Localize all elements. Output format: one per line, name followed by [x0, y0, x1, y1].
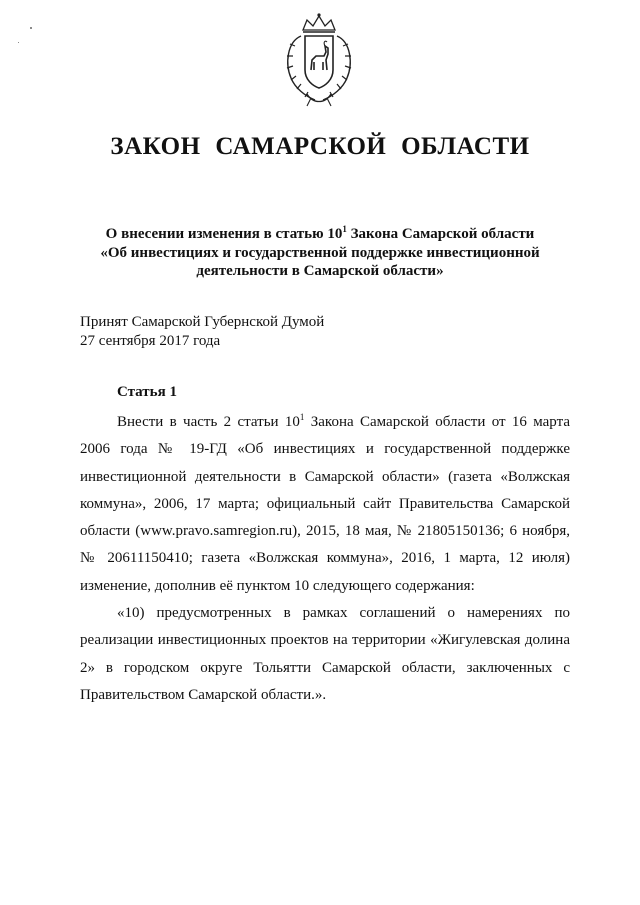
adopted-by: Принят Самарской Губернской Думой — [80, 314, 325, 330]
subject-line-3: деятельности в Самарской области» — [196, 263, 444, 279]
adoption-info — [80, 313, 480, 350]
subject-line-1: О внесении изменения в статью $10^1$ Закона Самарской области — [105, 224, 535, 242]
adopted-date: 27 сентября 2017 года — [80, 332, 221, 349]
article-paragraph: «10) предусмотренных в рамках соглашений о намерениях по реализации инвестиционных проектов на территории «Жигулевская долина 2» в городском округе Тольятти Самарской области, заключенных с Правительством Самарской области.». — [80, 605, 570, 703]
coat-of-arms-icon — [281, 12, 357, 108]
law-subject — [60, 220, 580, 281]
article-body — [80, 409, 570, 709]
scan-speck — [30, 27, 32, 29]
subject-line-2: «Об инвестициях и государственной поддержке инвестиционной — [100, 244, 540, 261]
document-title: ЗАКОН САМАРСКОЙ ОБЛАСТИ — [110, 133, 530, 160]
article-heading: Статья 1 — [117, 384, 177, 400]
article-paragraph: Внести в часть 2 статьи $10^1$ Закона Самарской области от 16 марта 2006 года № 19-ГД «Об инвестициях и государственной поддержке инвестиционной деятельности в Самарской области» (газета «Волжская коммуна», 2006, 17 марта; официальный сайт Правительства Самарской области (www.pravo.samregion.ru), 2015, 18 мая, № 21805150136; 6 ноября, № 20611150410; газета «Волжская коммуна», 2016, 1 марта, 12 июля) изменение, дополнив её пунктом 10 следующего содержания: — [80, 412, 570, 594]
scan-speck — [18, 42, 19, 43]
